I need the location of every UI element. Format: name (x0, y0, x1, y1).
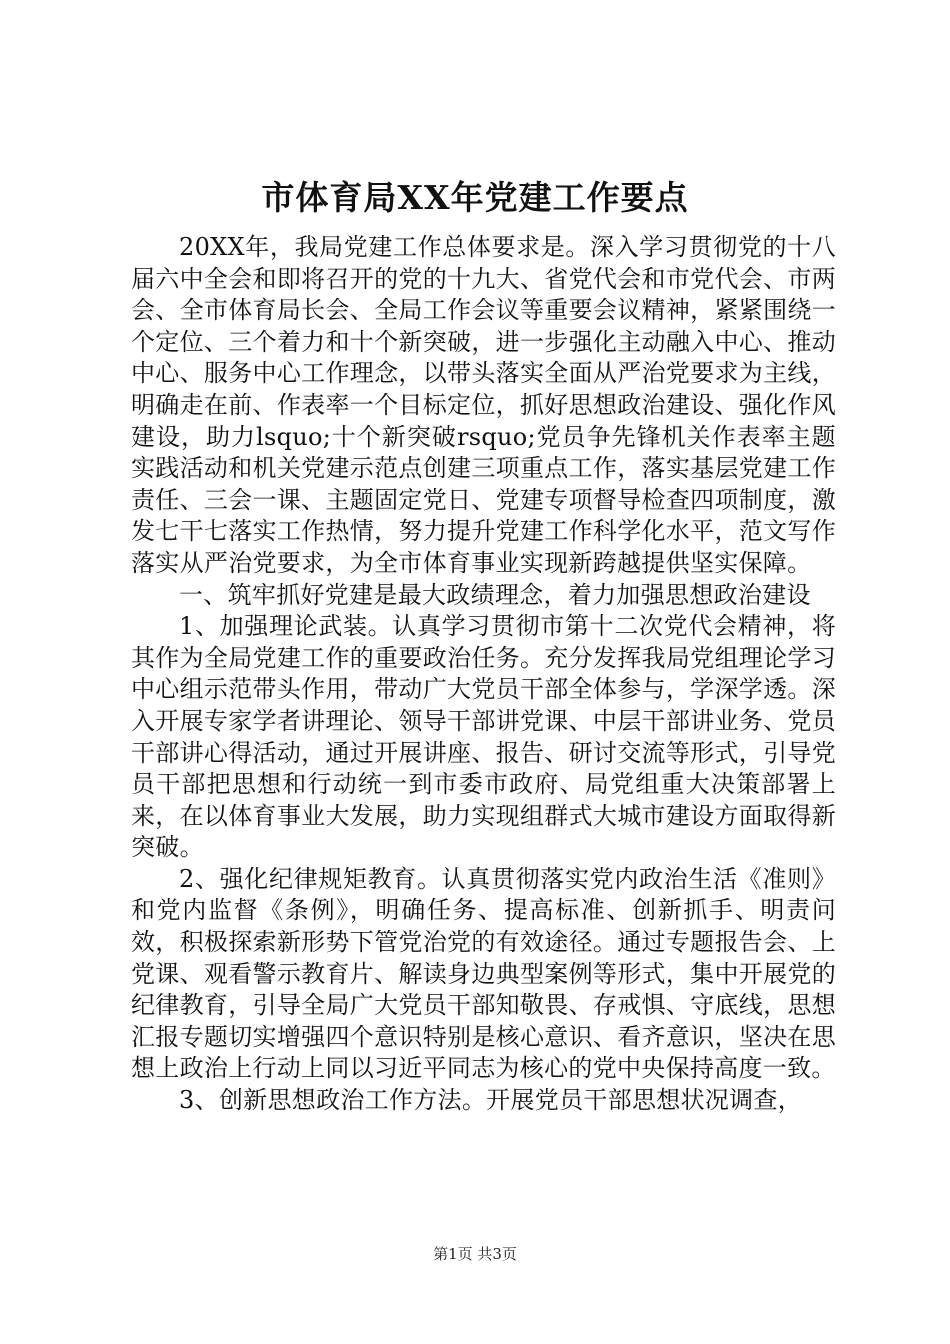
section-heading-1: 一、筑牢抓好党建是最大政绩理念，着力加强思想政治建设 (179, 580, 811, 609)
paragraph-item-3: 3、创新思想政治工作方法。开展党员干部思想状况调查， (179, 1086, 803, 1115)
page-number-footer: 第1页 共3页 (433, 1245, 517, 1263)
document-title: 市体育局XX年党建工作要点 (261, 178, 689, 217)
paragraph-item-1: 1、加强理论武装。认真学习贯彻市第十二次党代会精神，将其作为全局党建工作的重要政治任务。充分发挥我局党组理论学习中心组示范带头作用，带动广大党员干部全体参与，学深学透。深入开展专家学者讲理论、领导干部讲党课、中层干部讲业务、党员干部讲心得活动，通过开展讲座、报告、研讨交流等形式，引导党员干部把思想和行动统一到市委市政府、局党组重大决策部署上来，在以体育事业大发展，助力实现组群式大城市建设方面取得新突破。 (131, 612, 836, 862)
paragraph-intro: 20XX年，我局党建工作总体要求是。深入学习贯彻党的十八届六中全会和即将召开的党的十九大、省党代会和市党代会、市两会、全市体育局长会、全局工作会议等重要会议精神，紧紧围绕一个定位、三个着力和十个新突破，进一步强化主动融入中心、推动中心、服务中心工作理念，以带头落实全面从严治党要求为主线，明确走在前、作表率一个目标定位，抓好思想政治建设、强化作风建设，助力lsquo;十个新突破rsquo;党员争先锋机关作表率主题实践活动和机关党建示范点创建三项重点工作，落实基层党建工作责任、三会一课、主题固定党日、党建专项督导检查四项制度，激发七干七落实工作热情，努力提升党建工作科学化水平，范文写作落实从严治党要求，为全市体育事业实现新跨越提供坚实保障。 (131, 233, 836, 577)
document-body (131, 232, 836, 1117)
paragraph-item-2: 2、强化纪律规矩教育。认真贯彻落实党内政治生活《准则》和党内监督《条例》，明确任务、提高标准、创新抓手、明责问效，积极探索新形势下管党治党的有效途径。通过专题报告会、上党课、观看警示教育片、解读身边典型案例等形式，集中开展党的纪律教育，引导全局广大党员干部知敬畏、存戒惧、守底线，思想汇报专题切实增强四个意识特别是核心意识、看齐意识，坚决在思想上政治上行动上同以习近平同志为核心的党中央保持高度一致。 (131, 864, 836, 1083)
